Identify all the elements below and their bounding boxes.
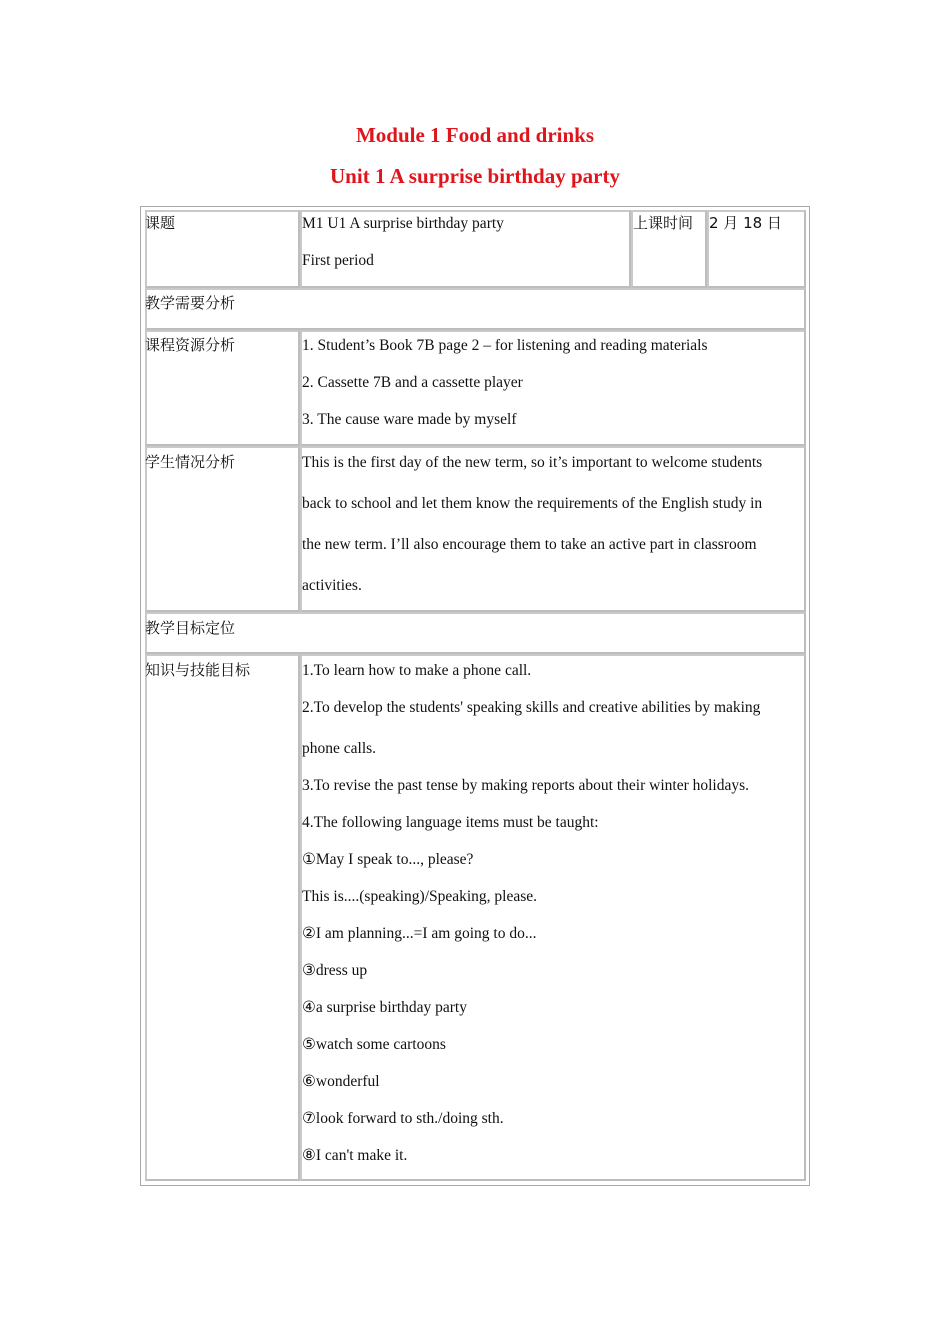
time-label: 上课时间 xyxy=(633,214,694,232)
resources-line: 3. The cause ware made by myself xyxy=(302,411,517,428)
unit-title: Unit 1 A surprise birthday party xyxy=(330,164,620,188)
topic-line: First period xyxy=(302,252,374,269)
topic-label: 课题 xyxy=(145,214,176,232)
skills-line: This is....(speaking)/Speaking, please. xyxy=(302,888,538,905)
skills-line: ⑦look forward to sth./doing sth. xyxy=(302,1110,504,1127)
skills-line: 3.To revise the past tense by making reports about their winter holidays. xyxy=(302,777,750,794)
goals-cell xyxy=(145,612,806,654)
students-line: the new term. I’ll also encourage them to take an active part in classroom xyxy=(302,536,757,553)
skills-line: phone calls. xyxy=(302,740,377,757)
resources-label: 课程资源分析 xyxy=(145,336,236,354)
skills-label: 知识与技能目标 xyxy=(145,661,251,679)
resources-line: 1. Student’s Book 7B page 2 – for listening and reading materials xyxy=(302,337,708,354)
skills-line: 1.To learn how to make a phone call. xyxy=(302,662,532,679)
skills-label-cell xyxy=(145,654,300,1181)
goals-label: 教学目标定位 xyxy=(145,619,236,637)
skills-line: ③dress up xyxy=(302,962,368,979)
resources-line: 2. Cassette 7B and a cassette player xyxy=(302,374,523,391)
module-title: Module 1 Food and drinks xyxy=(355,123,595,147)
skills-value-cell xyxy=(300,654,806,1181)
skills-line: ②I am planning...=I am going to do... xyxy=(302,925,537,942)
needs-analysis-label: 教学需要分析 xyxy=(145,294,236,312)
skills-line: 4.The following language items must be taught: xyxy=(302,814,599,831)
topic-line: M1 U1 A surprise birthday party xyxy=(302,215,504,232)
students-label: 学生情况分析 xyxy=(145,453,236,471)
students-line: This is the first day of the new term, so it’s important to welcome students xyxy=(302,454,763,471)
students-line: activities. xyxy=(302,577,362,594)
students-line: back to school and let them know the requirements of the English study in xyxy=(302,495,763,512)
skills-line: ⑥wonderful xyxy=(302,1073,380,1090)
needs-analysis-cell xyxy=(145,288,806,330)
time-value: 2 月 18 日 xyxy=(709,214,782,232)
skills-line: ⑤watch some cartoons xyxy=(302,1036,446,1053)
skills-line: ④a surprise birthday party xyxy=(302,999,467,1016)
skills-line: ①May I speak to..., please? xyxy=(302,851,474,868)
skills-line: 2.To develop the students' speaking skills and creative abilities by making xyxy=(302,699,761,716)
skills-line: ⑧I can't make it. xyxy=(302,1147,408,1164)
